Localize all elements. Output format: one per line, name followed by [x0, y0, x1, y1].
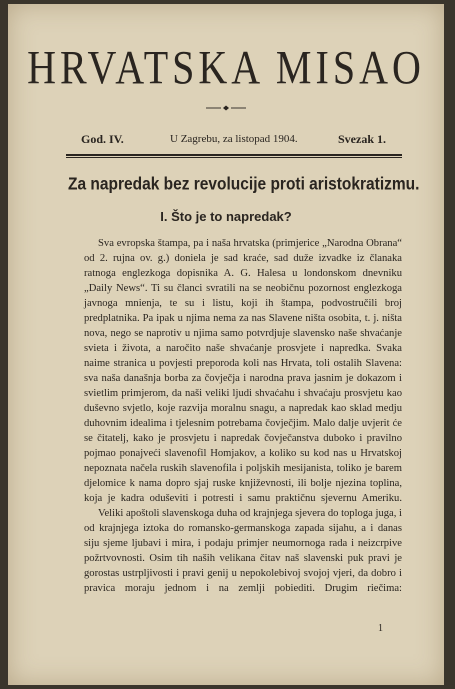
- place-date: U Zagrebu, za listopad 1904.: [170, 133, 298, 145]
- issue-label: Svezak 1.: [338, 132, 386, 146]
- journal-title: HRVATSKA MISAO: [27, 40, 425, 94]
- page-number: 1: [378, 623, 383, 634]
- volume-label: God. IV.: [81, 132, 124, 146]
- paragraph: Veliki apoštoli slavenskoga duha od krajnjega sjevera do toploga juga, i od krajnjega iztoka do romansko-germanskoga zapada sijahu, a i danas siju sjeme ljubavi i mira, i podaju primjer neumornoga rada i neizcrpive požrtvovnosti. Osim tih naših velikana čitav naš slavenski puk pravi je gorostas ustrpljivosti i pravi genij u nepokolebivoj svojoj vjeri, da dobro i pravica moraju jednom i na zemlji pobiediti. Drugim riečima:: [84, 508, 402, 594]
- section-heading: I. Što je to napredak?: [160, 209, 292, 224]
- article-body: [84, 236, 402, 596]
- ornament-divider-icon: [206, 105, 246, 111]
- header-rule-thin: [66, 157, 402, 158]
- paragraph: Sva evropska štampa, pa i naša hrvatska (primjerice „Narodna Obrana“ od 2. rujna ov. g.) doniela je sad kraće, sad duže izvadke iz članaka ratnoga englezkoga dopisnika A. G. Halesa u londonskom dnevniku „Daily News“. Ti su članci svratili na se neobičnu pozornost englezkoga javnoga mnienja, te su i listu, koji ih štampa, podvostručili broj predplatnika. Pa ipak u njima nema za nas Slavene ništa osobita, t. j. ništa nova, nego se naprotiv u njima samo potvrdjuje slavensko naše shvaćanje svieta i života, a naročito naše shvaćanje prosvjete i napredka. Svaka naime stranica u povjesti preporoda koli nas Hrvata, toli ostalih Slavena: sva naša današnja borba za čovječja i narodna prava jasnim je dokazom i svietlim primjerom, da naši veliki ljudi shvaćahu i shvaćaju prosvjetu kao duševno svjetlo, koje razvija moralnu snagu, a napredak kao sklad medju duhovnim idealima i tjelesnim potrebama čovječjim. Malo dalje uvjerit će se čitatelj, kako je prosvjetu i napredak čovječanstva duboko i pravilno pojmao ponajveći slavenofil Homjakov, a koliko su kod nas u Hrvatskoj nepoznata načela ruskih slavenofila i poljskih mesijanista, toliko je barem djelomice k nama dopro sjaj ruske književnosti, ili bolje njezina toplina, koja je kadra oduševiti i potresti i samu praktičnu sjevernu Ameriku.: [84, 238, 402, 504]
- journal-page: [8, 4, 444, 685]
- header-rule-thick: [66, 154, 402, 156]
- article-headline: Za napredak bez revolucije proti aristokratizmu.: [68, 174, 420, 194]
